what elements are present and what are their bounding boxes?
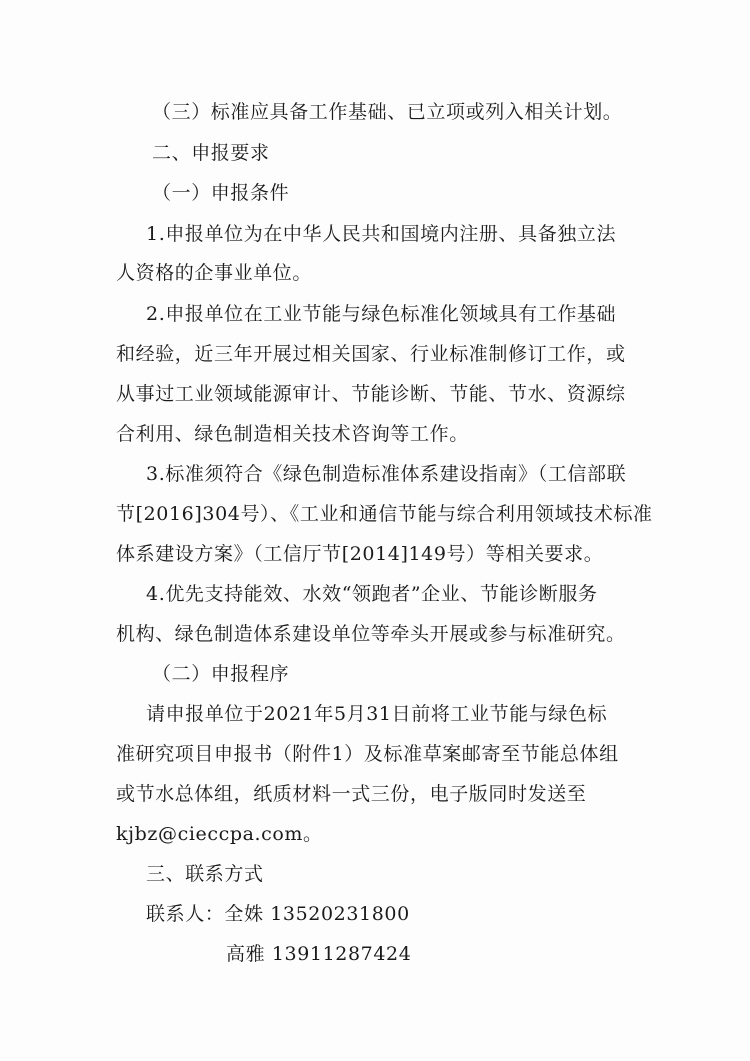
procedure-line-1: 请申报单位于2021年5月31日前将工业节能与绿色标	[146, 703, 608, 725]
procedure-line-3: 或节水总体组，纸质材料一式三份，电子版同时发送至	[116, 783, 587, 805]
section-two-heading: 二、申报要求	[152, 142, 270, 164]
contact-person-1: 联系人：全姝 13520231800	[146, 903, 410, 925]
condition-2-line-1: 2.申报单位在工业节能与绿色标准化领域具有工作基础	[146, 303, 617, 325]
condition-4-line-2: 机构、绿色制造体系建设单位等牵头开展或参与标准研究。	[116, 623, 626, 645]
condition-4-line-1: 4.优先支持能效、水效“领跑者”企业、节能诊断服务	[146, 583, 598, 605]
section-three-heading: 三、联系方式	[146, 863, 264, 885]
condition-1-line-2: 人资格的企事业单位。	[116, 262, 313, 284]
condition-3-line-1: 3.标准须符合《绿色制造标准体系建设指南》（工信部联	[146, 463, 627, 485]
contact-person-2: 高雅 13911287424	[226, 943, 412, 965]
subsection-application-conditions: （一）申报条件	[152, 182, 290, 204]
subsection-application-procedure: （二）申报程序	[152, 663, 290, 685]
contact-email: kjbz@cieccpa.com。	[116, 823, 323, 845]
condition-1-line-1: 1.申报单位为在中华人民共和国境内注册、具备独立法	[146, 223, 617, 245]
condition-3-line-3: 体系建设方案》（工信厅节[2014]149号）等相关要求。	[116, 543, 604, 565]
item-three-standard-basis: （三）标准应具备工作基础、已立项或列入相关计划。	[152, 101, 623, 123]
condition-2-line-3: 从事过工业领域能源审计、节能诊断、节能、节水、资源综	[116, 383, 626, 405]
condition-2-line-4: 合利用、绿色制造相关技术咨询等工作。	[116, 423, 469, 445]
condition-2-line-2: 和经验，近三年开展过相关国家、行业标准制修订工作，或	[116, 343, 626, 365]
condition-3-line-2: 节[2016]304号）、《工业和通信节能与综合利用领域技术标准	[116, 503, 653, 525]
procedure-line-2: 准研究项目申报书（附件1）及标准草案邮寄至节能总体组	[116, 743, 619, 765]
